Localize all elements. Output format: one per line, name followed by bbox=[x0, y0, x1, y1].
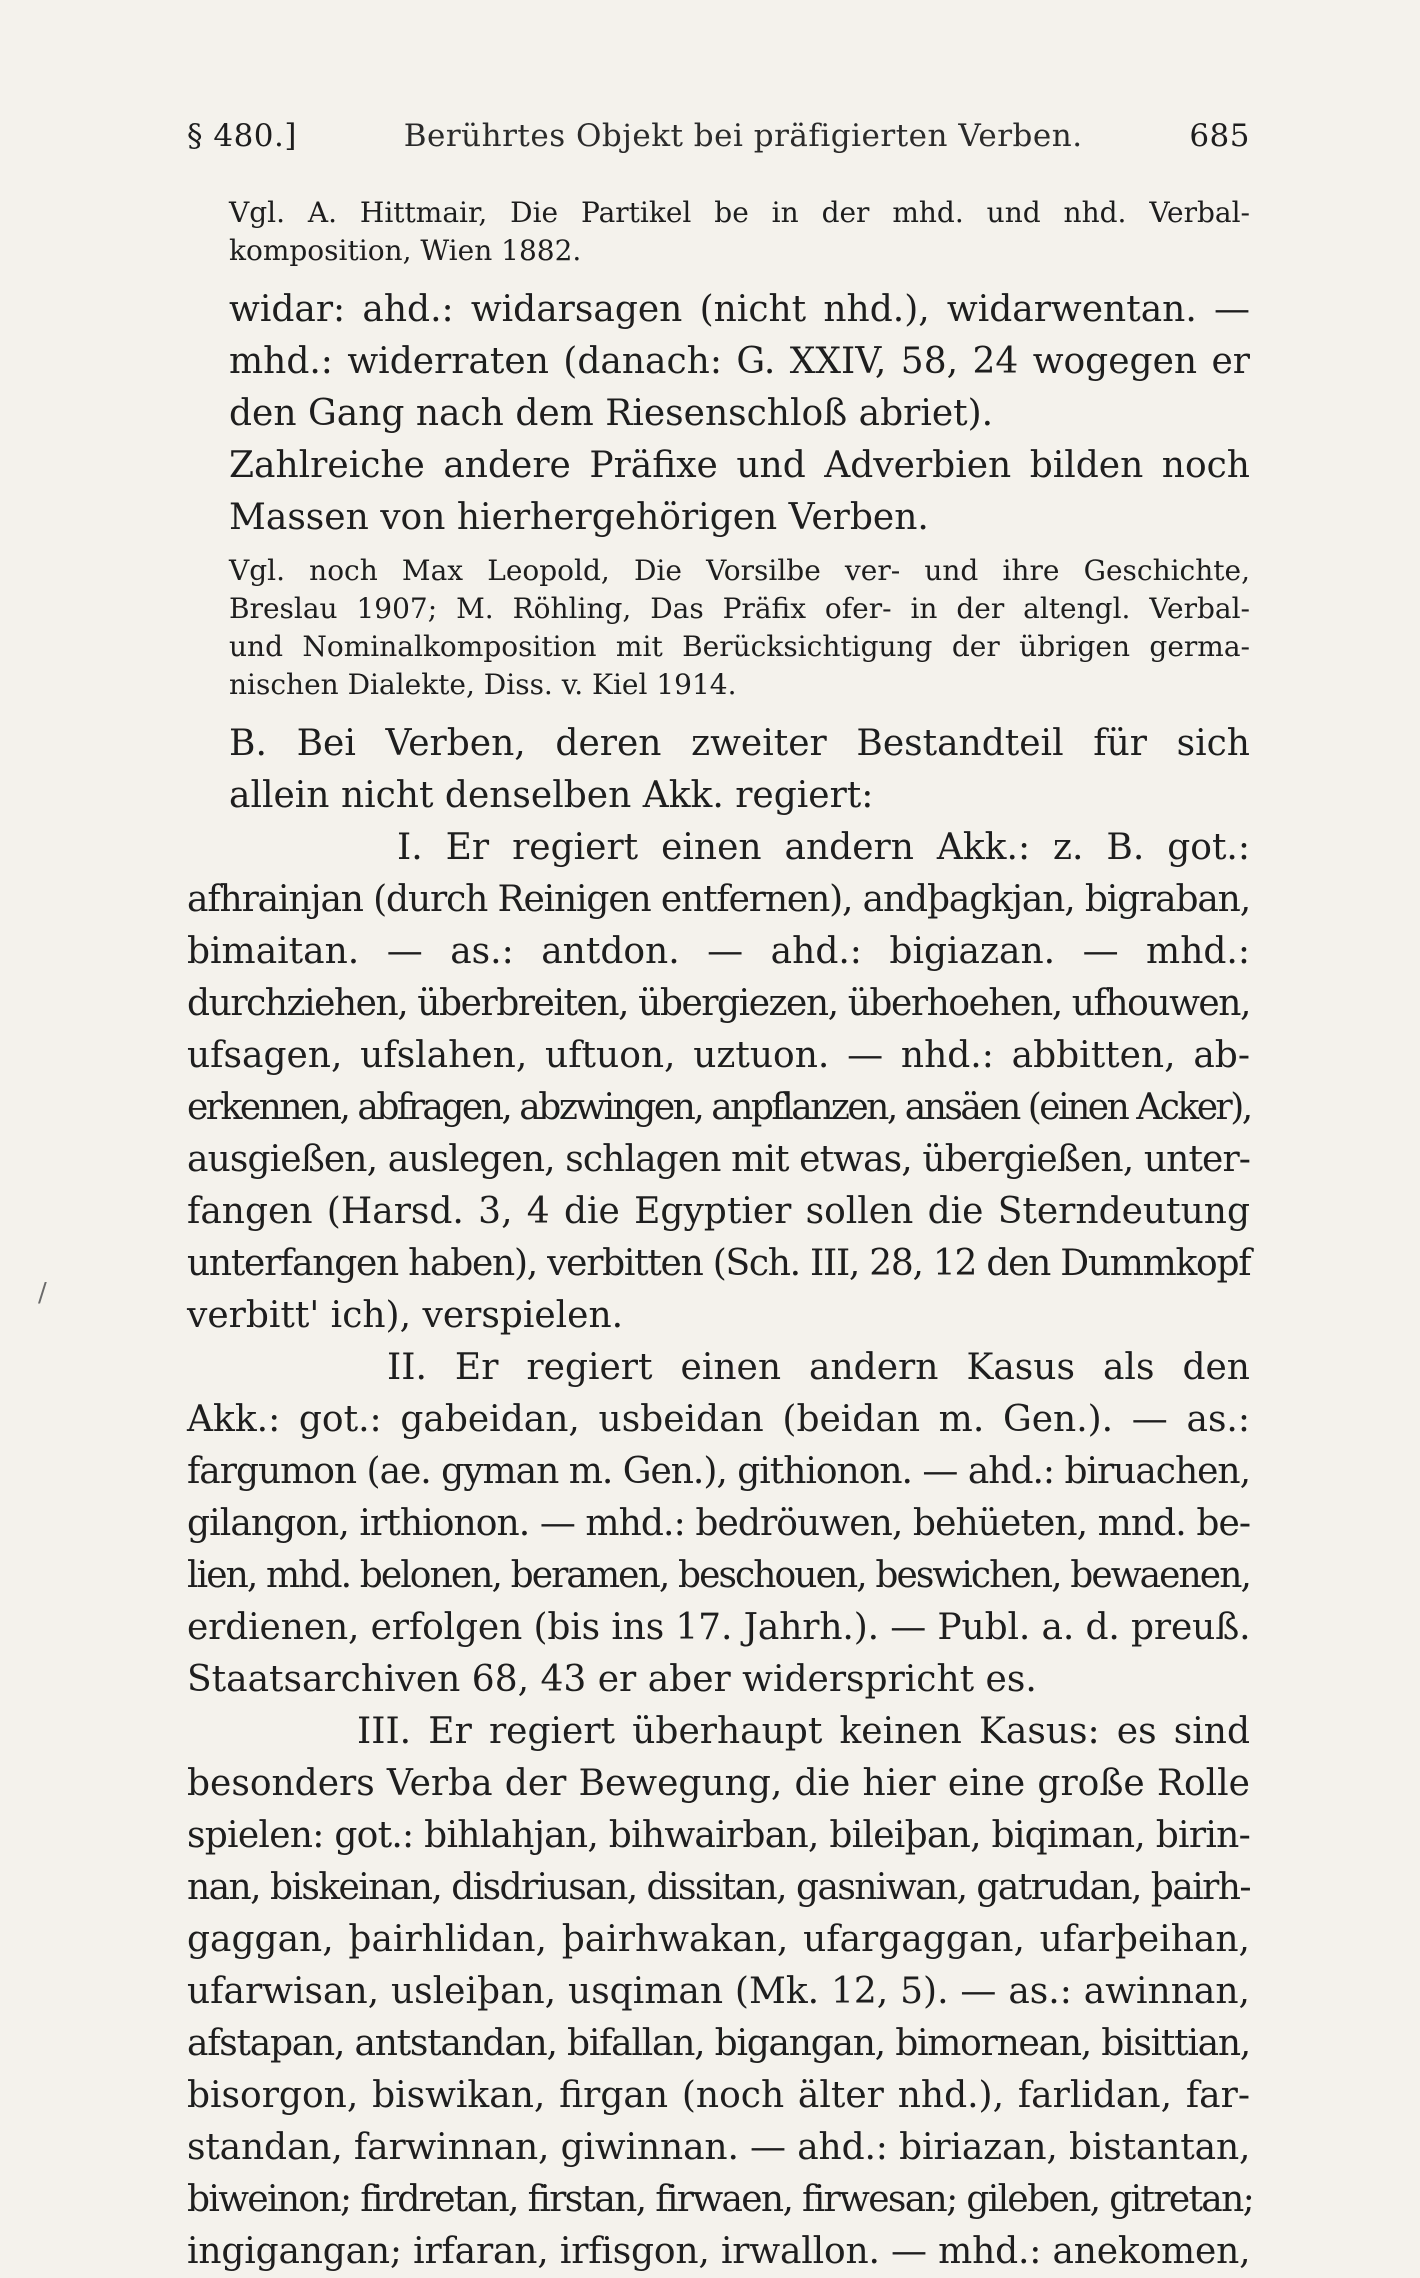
literature-note-leopold bbox=[187, 552, 1250, 704]
text-line: Breslau 1907; M. Röhling, Das Präfix ofer- in der altengl. Verbal- bbox=[229, 592, 1250, 625]
text-line: gaggan, þairhlidan, þairhwakan, ufargaggan, ufarþeihan, bbox=[187, 1919, 1250, 1960]
subsection-II bbox=[187, 1342, 1250, 1706]
text-line: III. Er regiert überhaupt keinen Kasus: es sind bbox=[357, 1711, 1250, 1752]
text-line: widar: ahd.: widarsagen (nicht nhd.), widarwentan. — bbox=[229, 289, 1250, 330]
running-title: Berührtes Objekt bei präfigierten Verben. bbox=[403, 118, 1083, 154]
text-line: II. Er regiert einen andern Kasus als den bbox=[387, 1347, 1250, 1388]
text-line: Akk.: got.: gabeidan, usbeidan (beidan m. Gen.). — as.: bbox=[187, 1399, 1250, 1440]
text-line: komposition, Wien 1882. bbox=[229, 234, 582, 267]
text-line: besonders Verba der Bewegung, die hier eine große Rolle bbox=[187, 1763, 1250, 1804]
section-B bbox=[187, 718, 1250, 822]
text-line: gilangon, irthionon. — mhd.: bedröuwen, behüeten, mnd. be- bbox=[187, 1503, 1251, 1544]
text-line: erdienen, erfolgen (bis ins 17. Jahrh.). — Publ. a. d. preuß. bbox=[187, 1607, 1251, 1648]
text-line: spielen: got.: bihlahjan, bihwairban, bileiþan, biqiman, birin- bbox=[187, 1815, 1250, 1856]
text-line: bimaitan. — as.: antdon. — ahd.: bigiazan. — mhd.: bbox=[187, 931, 1250, 972]
text-line: I. Er regiert einen andern Akk.: z. B. got.: bbox=[397, 827, 1250, 868]
text-line: biweinon; firdretan, firstan, firwaen, firwesan; gileben, gitretan; bbox=[187, 2179, 1254, 2220]
text-line: afstapan, antstandan, bifallan, bigangan, bimornean, bisittian, bbox=[187, 2023, 1250, 2064]
text-line: allein nicht denselben Akk. regiert: bbox=[229, 775, 874, 816]
text-line: Vgl. noch Max Leopold, Die Vorsilbe ver- und ihre Geschichte, bbox=[229, 554, 1250, 587]
text-line: afhrainjan (durch Reinigen entfernen), andþagkjan, bigraban, bbox=[187, 879, 1251, 920]
literature-note-hittmair bbox=[187, 194, 1250, 270]
text-line: Zahlreiche andere Präfixe und Adverbien bilden noch bbox=[229, 445, 1250, 486]
text-line: durchziehen, überbreiten, übergiezen, überhoehen, ufhouwen, bbox=[187, 983, 1250, 1024]
text-line: bisorgon, biswikan, firgan (noch älter nhd.), farlidan, far- bbox=[187, 2075, 1250, 2116]
text-line: fangen (Harsd. 3, 4 die Egyptier sollen die Sterndeutung bbox=[187, 1191, 1250, 1232]
text-line: erkennen, abfragen, abzwingen, anpflanzen, ansäen (einen Acker), bbox=[187, 1087, 1251, 1128]
text-line: fargumon (ae. gyman m. Gen.), githionon. — ahd.: biruachen, bbox=[187, 1451, 1250, 1492]
paragraph-praefixe bbox=[187, 440, 1250, 544]
text-line: mhd.: widerraten (danach: G. XXIV, 58, 24 wogegen er bbox=[229, 341, 1250, 382]
text-line: ingigangan; irfaran, irfisgon, irwallon. — mhd.: anekomen, bbox=[187, 2231, 1251, 2272]
text-line: lien, mhd. belonen, beramen, beschouen, beswichen, bewaenen, bbox=[187, 1555, 1250, 1596]
text-line: nischen Dialekte, Diss. v. Kiel 1914. bbox=[229, 668, 737, 701]
book-page bbox=[187, 118, 1254, 2272]
text-line: verbitt' ich), verspielen. bbox=[187, 1295, 624, 1336]
text-line: ufarwisan, usleiþan, usqiman (Mk. 12, 5). — as.: awinnan, bbox=[187, 1971, 1250, 2012]
text-line: standan, farwinnan, giwinnan. — ahd.: biriazan, bistantan, bbox=[187, 2127, 1251, 2168]
text-line: ausgießen, auslegen, schlagen mit etwas, übergießen, unter- bbox=[187, 1139, 1251, 1180]
text-line: B. Bei Verben, deren zweiter Bestandteil für sich bbox=[229, 723, 1250, 764]
page-number: 685 bbox=[1189, 118, 1250, 154]
paragraph-widar bbox=[187, 284, 1250, 440]
margin-pencil-mark: / bbox=[38, 1278, 47, 1308]
text-line: unterfangen haben), verbitten (Sch. III, 28, 12 den Dummkopf bbox=[187, 1243, 1251, 1284]
subsection-III bbox=[187, 1706, 1254, 2278]
text-line: Vgl. A. Hittmair, Die Partikel be in der mhd. und nhd. Verbal- bbox=[229, 196, 1250, 229]
text-line: ufsagen, ufslahen, uftuon, uztuon. — nhd.: abbitten, ab- bbox=[187, 1035, 1250, 1076]
running-head bbox=[187, 118, 1250, 154]
subsection-I bbox=[187, 822, 1250, 1342]
text-line: Staatsarchiven 68, 43 er aber widerspricht es. bbox=[187, 1659, 1037, 1700]
section-number: § 480.] bbox=[187, 118, 297, 154]
text-line: den Gang nach dem Riesenschloß abriet). bbox=[229, 393, 994, 434]
text-line: nan, biskeinan, disdriusan, dissitan, gasniwan, gatrudan, þairh- bbox=[187, 1867, 1250, 1908]
text-line: und Nominalkomposition mit Berücksichtigung der übrigen germa- bbox=[229, 630, 1250, 663]
text-line: Massen von hierhergehörigen Verben. bbox=[229, 497, 929, 538]
